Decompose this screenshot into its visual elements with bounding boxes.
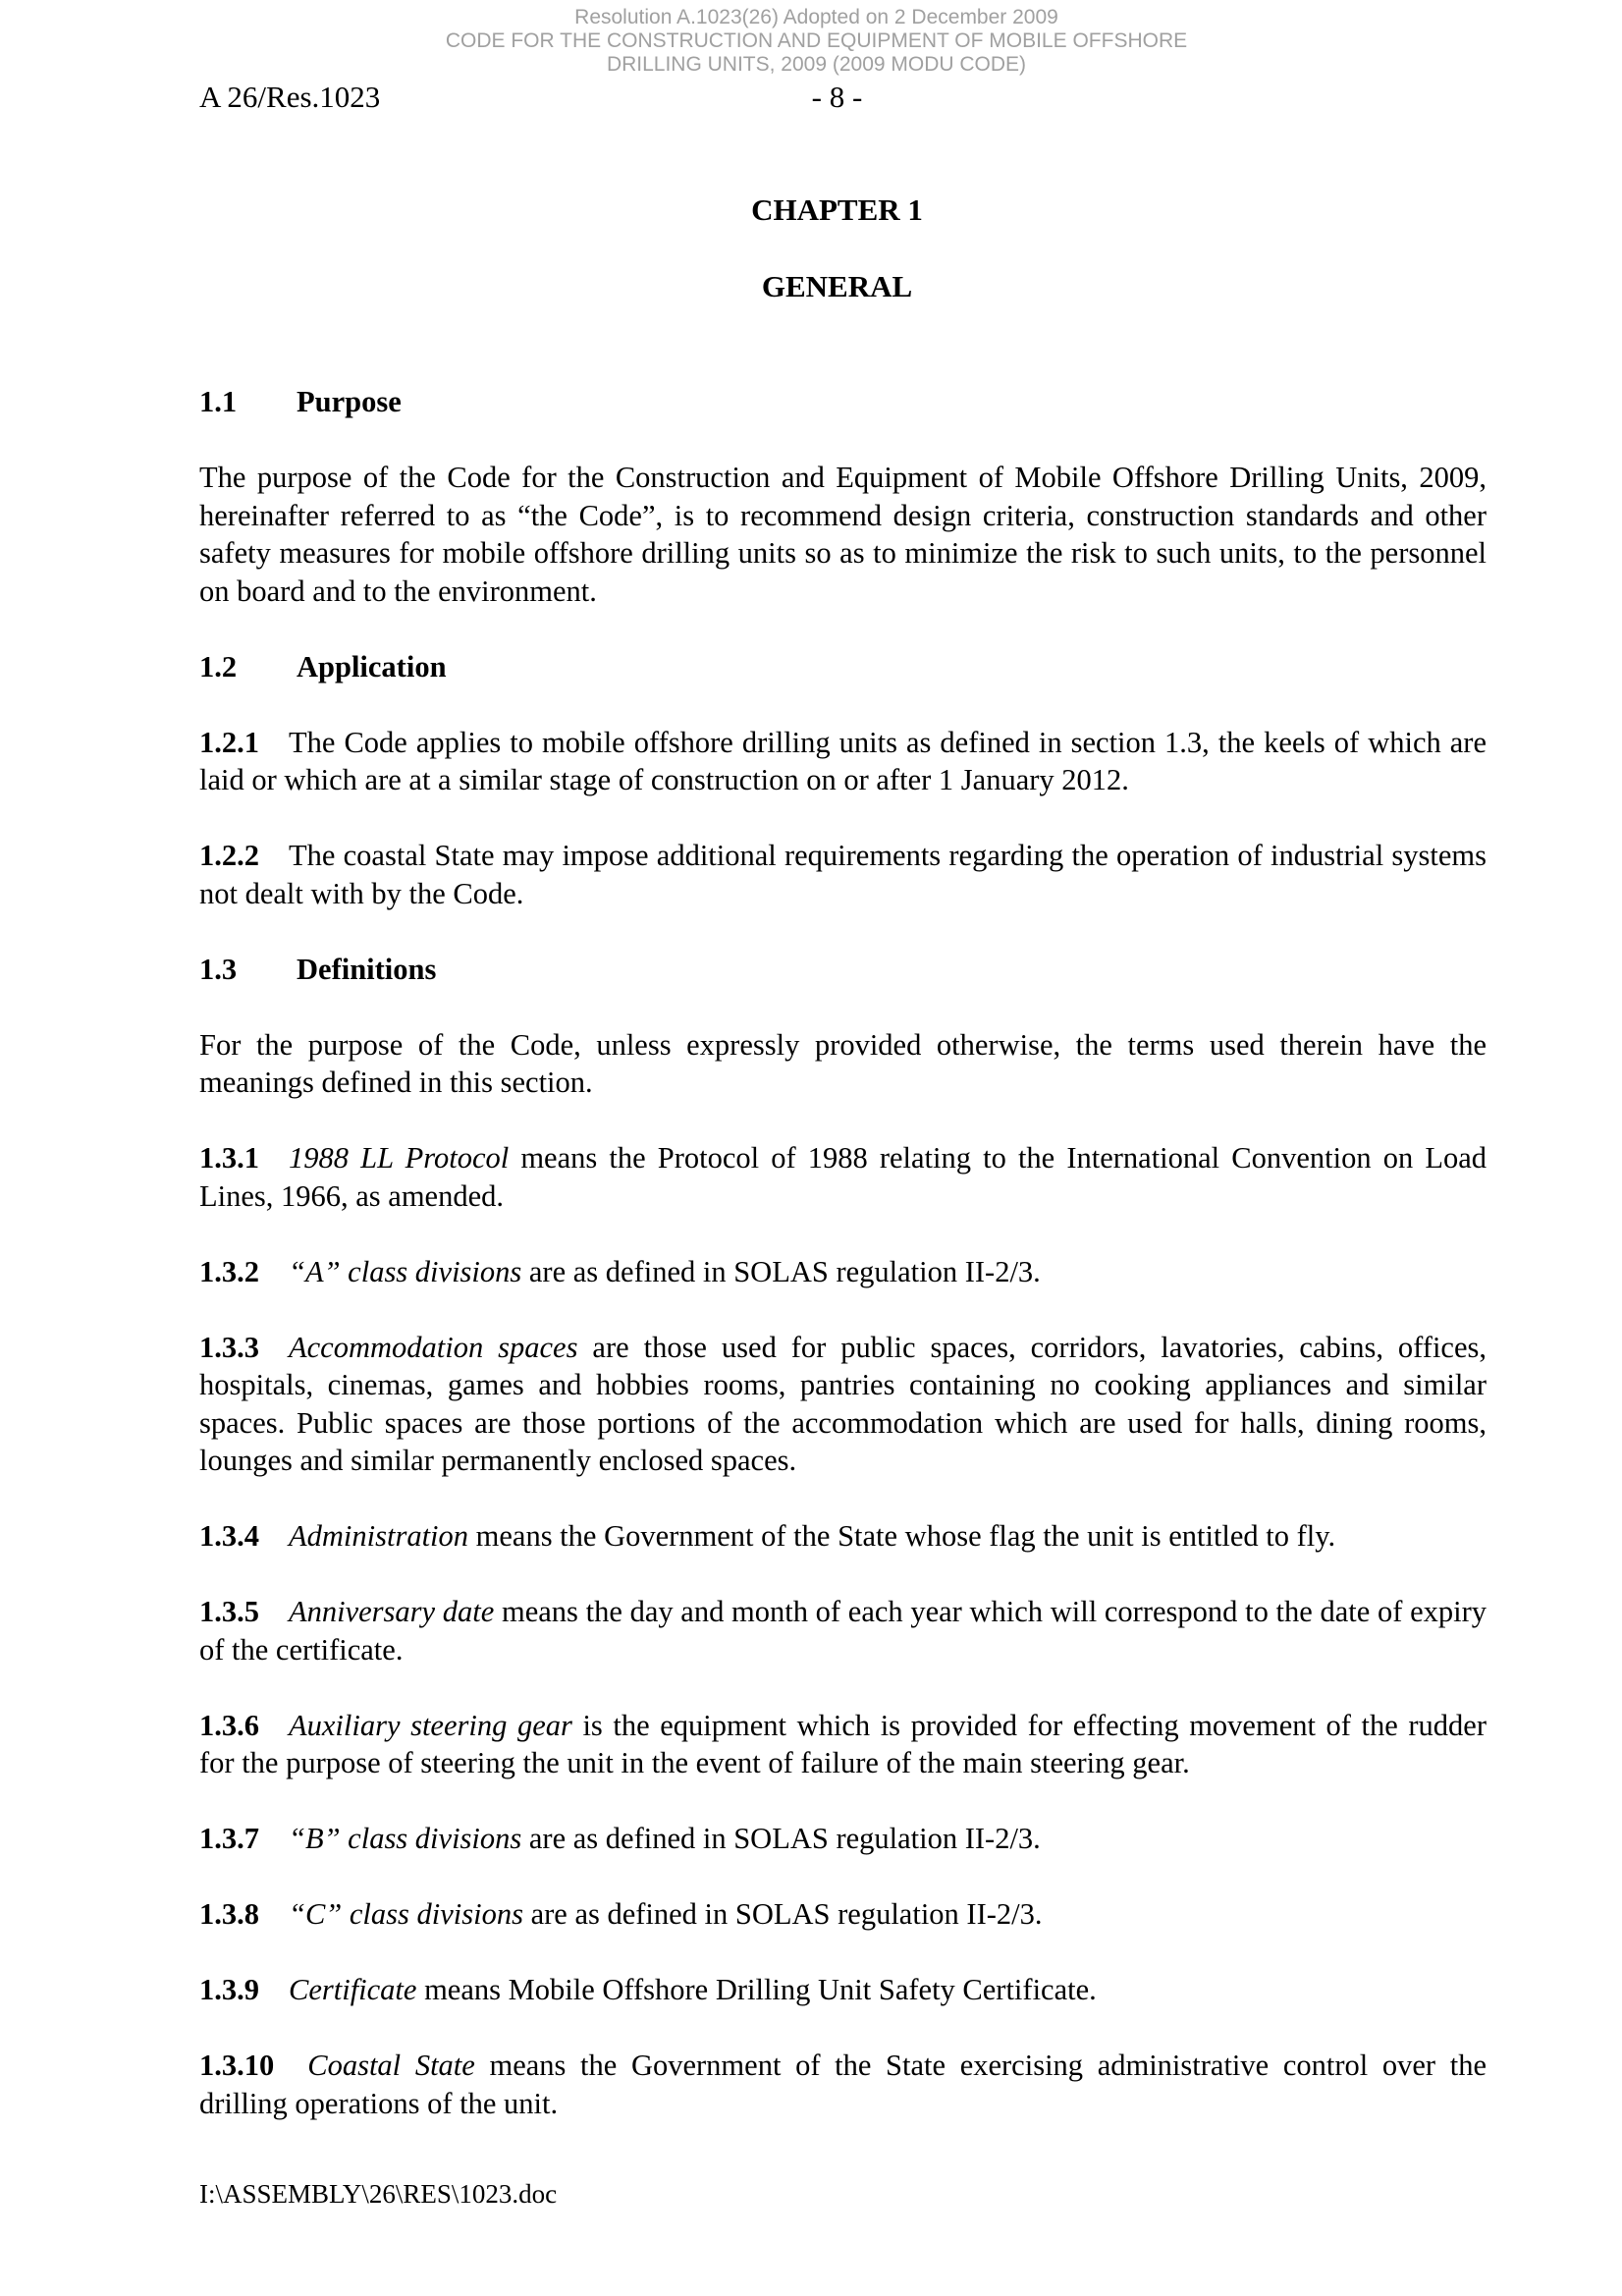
definition-number: 1.3.4 <box>199 1519 259 1553</box>
watermark-line: DRILLING UNITS, 2009 (2009 MODU CODE) <box>606 53 1027 76</box>
paragraph <box>199 724 1487 799</box>
definition-text: means the day and month of each year which will correspond to the date of expiry of the certificate. <box>199 1595 1487 1667</box>
paragraph-number: 1.2.1 <box>199 725 259 759</box>
page-number: - 8 - <box>811 80 863 114</box>
definition-text: are as defined in SOLAS regulation II-2/3. <box>521 1822 1041 1855</box>
document-reference: A 26/Res.1023 <box>199 80 381 114</box>
definition-number: 1.3.10 <box>199 2049 275 2082</box>
chapter-label: CHAPTER 1 <box>751 192 923 227</box>
definition-number: 1.3.5 <box>199 1595 259 1628</box>
definition <box>199 1707 1487 1782</box>
section-heading <box>199 648 1487 686</box>
definition-number: 1.3.6 <box>199 1708 259 1742</box>
definition-term: Anniversary date <box>289 1595 495 1628</box>
paragraph: For the purpose of the Code, unless expressly provided otherwise, the terms used therein have the meanings defined in this section. <box>199 1027 1487 1099</box>
definition-text: means Mobile Offshore Drilling Unit Safety Certificate. <box>416 1973 1097 2006</box>
definition <box>199 2047 1487 2122</box>
document-body <box>199 383 1487 2160</box>
definition-number: 1.3.1 <box>199 1141 259 1175</box>
definition <box>199 1593 1487 1668</box>
watermark-line: CODE FOR THE CONSTRUCTION AND EQUIPMENT OF MOBILE OFFSHORE <box>445 29 1188 52</box>
definition-term: Auxiliary steering gear <box>289 1708 572 1742</box>
paragraph: The purpose of the Code for the Construction and Equipment of Mobile Offshore Drilling Units, 2009, hereinafter referred to as “the Code”, is to recommend design criteria, construction standards and other safety measures for mobile offshore drilling units so as to minimize the risk to such units, to the personnel on board and to the environment. <box>199 461 1487 608</box>
definition <box>199 1517 1487 1556</box>
section-heading <box>199 951 1487 989</box>
definition-number: 1.3.9 <box>199 1973 259 2006</box>
chapter-title: GENERAL <box>761 269 913 303</box>
definition-number: 1.3.2 <box>199 1254 259 1288</box>
definition-text: means the Government of the State whose flag the unit is entitled to fly. <box>468 1519 1336 1553</box>
section-number: 1.2 <box>199 649 238 683</box>
definition <box>199 1253 1487 1291</box>
section-title: Definitions <box>297 952 437 986</box>
definition-text: is the equipment which is provided for effecting movement of the rudder for the purpose of steering the unit in the event of failure of the main steering gear. <box>199 1708 1487 1779</box>
definition-term: “A” class divisions <box>289 1254 522 1288</box>
definition-term: Certificate <box>289 1973 417 2006</box>
watermark-line: Resolution A.1023(26) Adopted on 2 December 2009 <box>574 6 1058 28</box>
file-path-footer: I:\ASSEMBLY\26\RES\1023.doc <box>199 2179 558 2209</box>
watermark <box>0 6 1622 77</box>
section-title: Application <box>297 649 447 683</box>
definition <box>199 1329 1487 1480</box>
paragraph-number: 1.2.2 <box>199 839 259 872</box>
section-number: 1.3 <box>199 952 238 986</box>
definition-term: 1988 LL Protocol <box>289 1141 510 1175</box>
definition-term: Administration <box>289 1519 469 1553</box>
definition-term: “B” class divisions <box>289 1822 522 1855</box>
definition-text: are those used for public spaces, corridors, lavatories, cabins, offices, hospitals, cinemas, games and hobbies rooms, pantries containing no cooking appliances and similar spaces. Public spaces are those portions of the accommodation which are used for halls, dining rooms, lounges and similar permanently enclosed spaces. <box>199 1330 1487 1477</box>
definition-term: Accommodation spaces <box>289 1330 578 1364</box>
definition <box>199 1820 1487 1858</box>
section-title: Purpose <box>297 385 402 418</box>
paragraph-text: The Code applies to mobile offshore drilling units as defined in section 1.3, the keels of which are laid or which are at a similar stage of construction on or after 1 January 2012. <box>199 725 1487 796</box>
definition-text: means the Protocol of 1988 relating to the International Convention on Load Lines, 1966, as amended. <box>199 1141 1487 1213</box>
definition <box>199 1971 1487 2009</box>
definition-number: 1.3.8 <box>199 1897 259 1931</box>
definition <box>199 1895 1487 1934</box>
definition-number: 1.3.7 <box>199 1822 259 1855</box>
definition-term: “C” class divisions <box>289 1897 523 1931</box>
section-number: 1.1 <box>199 385 238 418</box>
definition-text: are as defined in SOLAS regulation II-2/3. <box>521 1254 1041 1288</box>
section-heading <box>199 383 1487 421</box>
definition-text: are as defined in SOLAS regulation II-2/3. <box>522 1897 1043 1931</box>
paragraph-text: The coastal State may impose additional requirements regarding the operation of industrial systems not dealt with by the Code. <box>199 839 1487 910</box>
definition-text: means the Government of the State exercising administrative control over the drilling operations of the unit. <box>199 2049 1487 2120</box>
definition-term: Coastal State <box>307 2049 475 2082</box>
definition <box>199 1139 1487 1215</box>
paragraph <box>199 837 1487 912</box>
definition-number: 1.3.3 <box>199 1330 259 1364</box>
